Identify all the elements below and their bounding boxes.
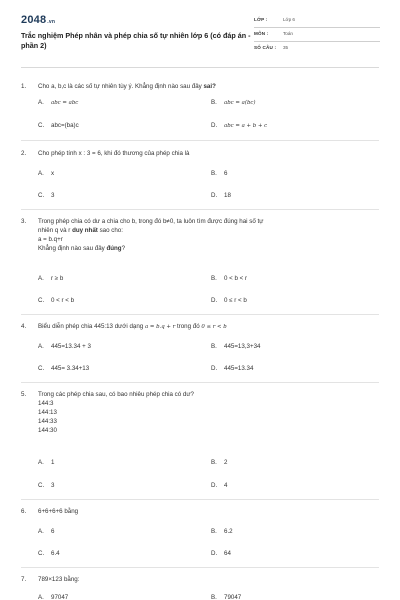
option-letter: A. — [38, 99, 44, 106]
stem-text: Cho a, b,c là các số tự nhiên tùy ý. Khẳng định nào sau đây — [38, 83, 204, 90]
option-letter: A. — [38, 459, 44, 466]
division-item: 144:13 — [38, 409, 57, 416]
stem-keyword: sai? — [203, 83, 216, 90]
option-letter: C. — [38, 365, 45, 372]
option-letter: C. — [38, 297, 45, 304]
option-a[interactable] — [38, 593, 68, 600]
question-stem — [21, 575, 381, 584]
meta-value: Toán — [283, 31, 293, 36]
meta-label: SỐ CÂU : — [254, 45, 277, 50]
option-text: 445= 3.34+13 — [51, 365, 90, 372]
option-letter: D. — [211, 297, 218, 304]
option-letter: C. — [38, 482, 45, 489]
question-stem — [21, 390, 381, 399]
option-letter: A. — [38, 594, 44, 600]
question-divider — [21, 382, 379, 383]
option-text: 445=13,3+34 — [224, 343, 261, 350]
option-text: 3 — [51, 482, 55, 489]
option-letter: D. — [211, 365, 218, 372]
option-text: abc=(ba)c — [51, 122, 79, 129]
stem-text: trong đó — [175, 323, 202, 330]
option-text: 0 < r < b — [51, 297, 75, 304]
option-letter: B. — [211, 528, 217, 535]
header-divider — [21, 67, 379, 68]
stem-text: nhiên q và r — [38, 227, 73, 234]
question-number: 1. — [21, 83, 27, 90]
option-d[interactable] — [211, 481, 227, 490]
option-text: 6.4 — [51, 550, 60, 557]
division-item: 144:3 — [38, 400, 54, 407]
question-number: 2. — [21, 150, 27, 157]
question-7 — [21, 575, 381, 584]
option-text: 0 ≤ r < b — [224, 297, 247, 304]
option-letter: B. — [211, 459, 217, 466]
option-b[interactable] — [211, 527, 233, 536]
question-number: 4. — [21, 323, 27, 330]
option-c[interactable] — [38, 296, 74, 305]
option-letter: D. — [211, 550, 218, 557]
document-title: Trắc nghiệm Phép nhân và phép chia số tự nhiên lớp 6 (có đáp án - phần 2) — [21, 31, 251, 50]
stem-keyword: đúng — [106, 245, 122, 252]
option-b[interactable] — [211, 458, 227, 467]
option-text: 4 — [224, 482, 228, 489]
site-logo[interactable] — [21, 14, 55, 26]
option-letter: C. — [38, 550, 45, 557]
question-4 — [21, 322, 381, 332]
option-b[interactable] — [211, 169, 227, 178]
division-item: 144:30 — [38, 427, 57, 434]
option-letter: A. — [38, 170, 44, 177]
question-divider — [21, 209, 379, 210]
option-text: 6 — [224, 170, 228, 177]
question-divider — [21, 567, 379, 568]
question-number: 6. — [21, 508, 27, 515]
option-c[interactable] — [38, 364, 89, 373]
option-letter: B. — [211, 594, 217, 600]
question-divider — [21, 499, 379, 500]
question-number: 3. — [21, 218, 27, 225]
stem-text: Trong các phép chia sau, có bao nhiêu phép chia có dư? — [38, 391, 194, 398]
logo-main: 2048 — [21, 14, 47, 26]
stem-text: Biểu diễn phép chia 445:13 dưới dạng — [38, 323, 145, 330]
option-text: 1 — [51, 459, 55, 466]
option-d[interactable] — [211, 121, 267, 131]
question-number: 5. — [21, 391, 27, 398]
stem-text: 6+6+6+6 bằng — [38, 508, 79, 515]
question-2 — [21, 149, 381, 158]
option-letter: D. — [211, 482, 218, 489]
question-divider — [21, 314, 379, 315]
stem-condition: 0 ≤ r < b — [201, 324, 227, 330]
option-a[interactable] — [38, 342, 91, 351]
question-3 — [21, 217, 381, 253]
option-text: 6.2 — [224, 528, 233, 535]
option-c[interactable] — [38, 191, 54, 200]
stem-text: ? — [121, 245, 126, 252]
stem-line-3: a = b.q+r — [38, 236, 63, 243]
stem-text: 789×123 bằng: — [38, 576, 80, 583]
stem-text: sao cho: — [97, 227, 123, 234]
option-text: 2 — [224, 459, 228, 466]
option-letter: B. — [211, 99, 217, 106]
option-a[interactable] — [38, 274, 63, 283]
stem-text: Cho phép tính x : 3 = 6, khi đó thương của phép chia là — [38, 150, 190, 157]
option-text: 18 — [224, 192, 231, 199]
stem-line-4 — [38, 244, 381, 253]
option-text: 3 — [51, 192, 55, 199]
option-text: 64 — [224, 550, 231, 557]
option-a[interactable] — [38, 458, 54, 467]
option-c[interactable] — [38, 481, 54, 490]
division-item: 144:33 — [38, 418, 57, 425]
stem-line-1: Trong phép chia có dư a chia cho b, trong đó b≠0, ta luôn tìm được đúng hai số tự — [38, 218, 264, 225]
meta-label: LỚP : — [254, 17, 268, 22]
stem-keyword: duy nhất — [72, 227, 98, 234]
option-text: abc = abc — [51, 100, 79, 106]
option-text: r ≥ b — [51, 275, 64, 282]
logo-suffix: .vn — [47, 19, 56, 25]
meta-row-subject — [254, 28, 380, 42]
option-letter: B. — [211, 170, 217, 177]
question-6 — [21, 507, 381, 516]
option-d[interactable] — [211, 364, 253, 373]
option-d[interactable] — [211, 549, 231, 558]
option-d[interactable] — [211, 191, 231, 200]
header — [0, 0, 400, 62]
question-stem — [21, 322, 381, 332]
option-letter: A. — [38, 275, 44, 282]
option-text: 0 < b < r — [224, 275, 248, 282]
option-text: x — [51, 170, 55, 177]
option-letter: B. — [211, 343, 217, 350]
option-letter: C. — [38, 192, 45, 199]
option-letter: C. — [38, 122, 45, 129]
stem-text: Khẳng định nào sau đây — [38, 245, 107, 252]
option-text: 6 — [51, 528, 55, 535]
option-c[interactable] — [38, 121, 79, 130]
question-stem — [21, 82, 381, 91]
option-a[interactable] — [38, 98, 78, 108]
question-number: 7. — [21, 576, 27, 583]
option-text: 97047 — [51, 594, 69, 600]
option-letter: D. — [211, 122, 218, 129]
question-stem — [21, 149, 381, 158]
option-text: 79047 — [224, 594, 242, 600]
meta-info — [254, 14, 380, 55]
option-b[interactable] — [211, 98, 256, 108]
stem-formula: a = b.q + r — [144, 324, 176, 330]
option-a[interactable] — [38, 527, 54, 536]
question-divider — [21, 140, 379, 141]
question-stem — [21, 217, 381, 226]
meta-row-grade — [254, 14, 380, 28]
option-text: abc = a + b + c — [224, 123, 268, 129]
option-b[interactable] — [211, 342, 260, 351]
option-b[interactable] — [211, 593, 241, 600]
option-a[interactable] — [38, 169, 54, 178]
option-text: 445=13.34 + 3 — [51, 343, 91, 350]
stem-line-2 — [38, 226, 381, 235]
option-letter: A. — [38, 343, 44, 350]
meta-value: Lớp 6 — [283, 17, 295, 22]
meta-value: 35 — [283, 45, 289, 50]
meta-label: MÔN : — [254, 31, 269, 36]
question-5 — [21, 390, 381, 435]
option-letter: B. — [211, 275, 217, 282]
option-b[interactable] — [211, 274, 247, 283]
option-text: 445=13.34 — [224, 365, 254, 372]
option-c[interactable] — [38, 549, 60, 558]
option-text: abc = a(bc) — [224, 100, 256, 106]
meta-row-count — [254, 42, 380, 55]
option-letter: D. — [211, 192, 218, 199]
question-stem — [21, 507, 381, 516]
option-letter: A. — [38, 528, 44, 535]
option-d[interactable] — [211, 296, 247, 305]
question-1 — [21, 82, 381, 91]
